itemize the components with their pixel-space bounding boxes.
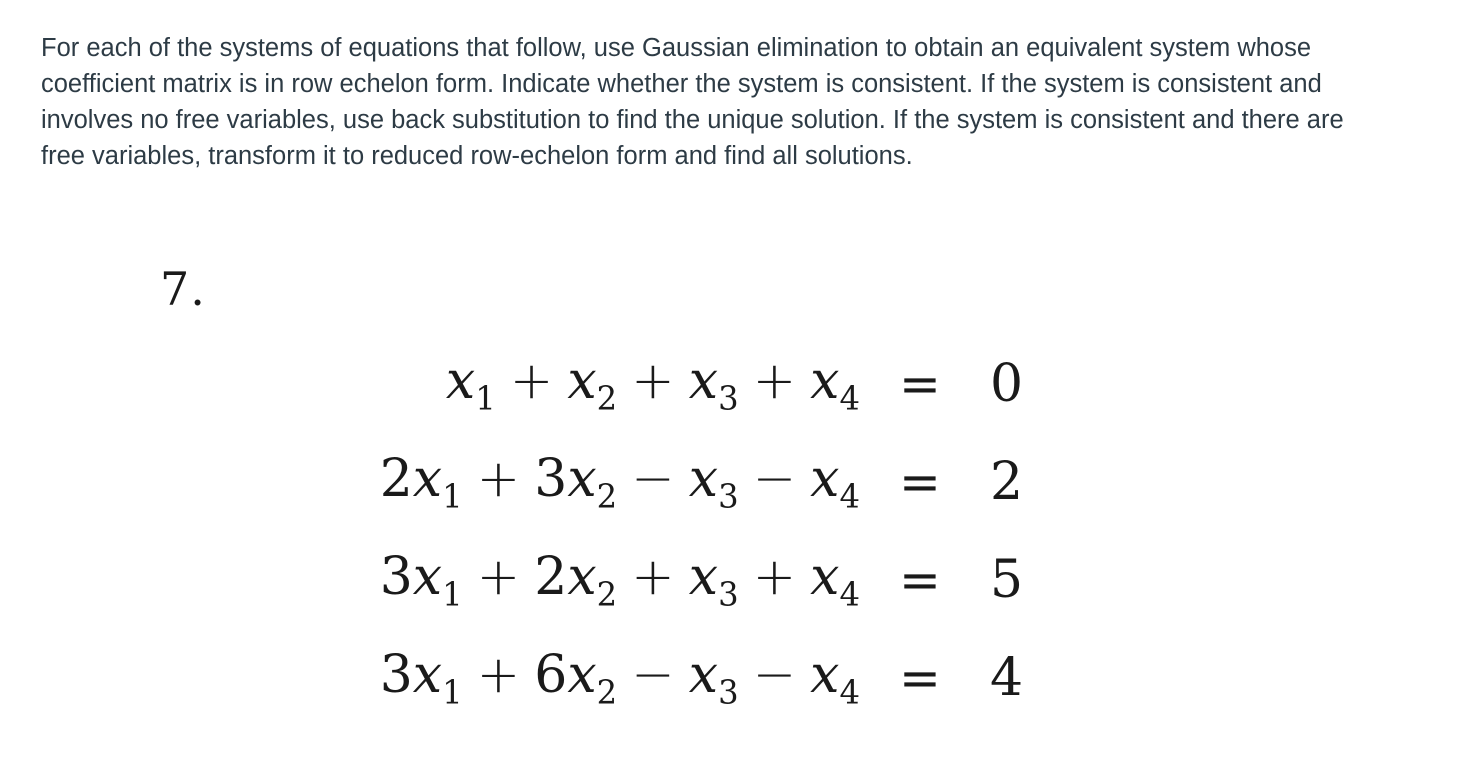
- term-variable: x: [412, 644, 443, 705]
- term-variable: x: [412, 448, 443, 509]
- term-subscript: 4: [839, 575, 860, 614]
- equation-term: [534, 547, 617, 613]
- operator: +: [752, 546, 797, 607]
- equation-term: [380, 449, 463, 515]
- operator: −: [752, 448, 797, 509]
- equation-term: [380, 645, 463, 711]
- equals-sign: =: [899, 355, 941, 413]
- term-subscript: 3: [718, 379, 739, 418]
- equation-rhs: 2: [990, 452, 1024, 512]
- term-subscript: 2: [596, 477, 618, 516]
- term-subscript: 3: [718, 575, 739, 614]
- instructions-text: For each of the systems of equations that follow, use Gaussian elimination to obtain an equivalent system whose coefficient matrix is in row echelon form. Indicate whether the system is consistent. If the system is consistent and involves no free variables, use back substitution to find the unique solution. If the system is consistent and there are free variables, transform it to reduced row-echelon form and find all solutions.: [41, 34, 1344, 170]
- equation-system: [225, 335, 1070, 727]
- equation-row: [225, 531, 1070, 629]
- equation-lhs: [225, 433, 860, 531]
- term-variable: x: [688, 644, 719, 705]
- equation-term: [810, 645, 860, 711]
- equation-term: [380, 547, 463, 613]
- equation-term: [534, 449, 617, 515]
- equation-term: [689, 547, 739, 613]
- operator: −: [752, 644, 797, 705]
- term-variable: x: [810, 350, 840, 411]
- operator: −: [631, 644, 675, 705]
- operator: +: [509, 350, 554, 411]
- term-coefficient: 6: [534, 644, 568, 705]
- equation-term: [446, 351, 496, 417]
- term-subscript: 2: [596, 673, 618, 712]
- term-subscript: 1: [442, 575, 463, 614]
- term-subscript: 1: [475, 379, 496, 418]
- equation-rhs: 5: [990, 550, 1024, 610]
- equation-term: [534, 645, 617, 711]
- operator: +: [752, 350, 797, 411]
- term-variable: x: [445, 350, 476, 411]
- term-subscript: 4: [839, 379, 860, 418]
- operator: +: [631, 350, 675, 411]
- term-subscript: 3: [718, 673, 739, 712]
- problem-number: 7.: [160, 262, 206, 316]
- term-variable: x: [810, 644, 840, 705]
- term-variable: x: [567, 644, 597, 705]
- term-variable: x: [412, 546, 443, 607]
- term-subscript: 3: [718, 477, 739, 516]
- term-variable: x: [567, 448, 597, 509]
- term-subscript: 1: [442, 673, 463, 712]
- equation-term: [810, 547, 860, 613]
- term-subscript: 4: [839, 477, 860, 516]
- term-variable: x: [567, 546, 597, 607]
- term-coefficient: 2: [534, 546, 568, 607]
- term-variable: x: [810, 546, 840, 607]
- equation-lhs: [225, 335, 860, 433]
- equation-term: [689, 645, 739, 711]
- term-subscript: 2: [596, 379, 618, 418]
- term-coefficient: 2: [379, 448, 413, 509]
- equation-row: [225, 335, 1070, 433]
- term-coefficient: 3: [379, 644, 413, 705]
- equals-sign: =: [899, 551, 941, 609]
- equation-term: [689, 351, 739, 417]
- equation-term: [689, 449, 739, 515]
- term-variable: x: [688, 546, 719, 607]
- term-coefficient: 3: [379, 546, 413, 607]
- term-variable: x: [688, 448, 719, 509]
- equation-lhs: [225, 531, 860, 629]
- equation-rhs: 4: [990, 648, 1024, 708]
- operator: +: [631, 546, 675, 607]
- operator: −: [631, 448, 675, 509]
- equation-row: [225, 433, 1070, 531]
- term-subscript: 1: [442, 477, 463, 516]
- equation-term: [567, 351, 617, 417]
- term-coefficient: 3: [534, 448, 568, 509]
- equation-rhs: 0: [990, 354, 1024, 414]
- equation-lhs: [225, 629, 860, 727]
- equals-sign: =: [899, 453, 941, 511]
- operator: +: [476, 448, 521, 509]
- operator: +: [476, 546, 521, 607]
- equation-term: [810, 351, 860, 417]
- equals-sign: =: [899, 649, 941, 707]
- term-variable: x: [810, 448, 840, 509]
- term-variable: x: [688, 350, 719, 411]
- term-subscript: 2: [596, 575, 618, 614]
- equation-row: [225, 629, 1070, 727]
- operator: +: [476, 644, 521, 705]
- equation-term: [810, 449, 860, 515]
- term-variable: x: [567, 350, 597, 411]
- term-subscript: 4: [839, 673, 860, 712]
